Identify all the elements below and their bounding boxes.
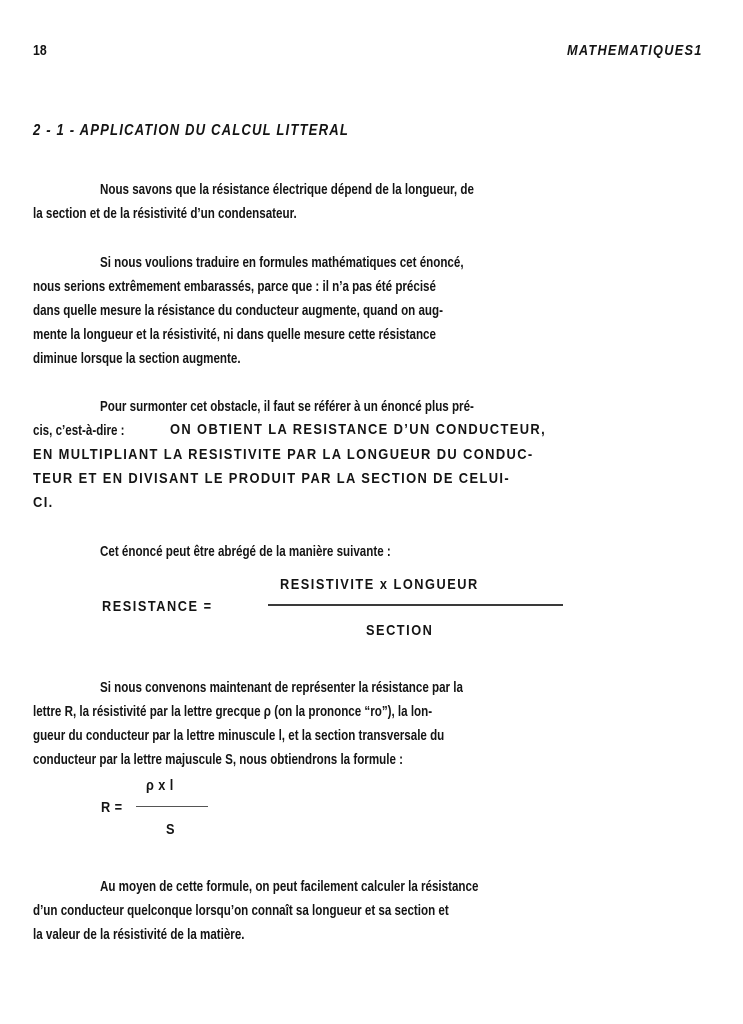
emphasized-rule: EN MULTIPLIANT LA RESISTIVITE PAR LA LONGUEUR DU CONDUC-: [33, 446, 534, 463]
text-line: Si nous convenons maintenant de représenter la résistance par la: [100, 680, 463, 696]
text-line: dans quelle mesure la résistance du conducteur augmente, quand on aug-: [33, 303, 443, 319]
text-line: Au moyen de cette formule, on peut facilement calculer la résistance: [100, 879, 479, 895]
running-title: MATHEMATIQUES1: [567, 42, 703, 59]
emphasized-rule: ON OBTIENT LA RESISTANCE D’UN CONDUCTEUR,: [170, 421, 547, 438]
formula-denominator: S: [166, 821, 177, 838]
text-line: Pour surmonter cet obstacle, il faut se référer à un énoncé plus pré-: [100, 399, 474, 415]
emphasized-rule: CI.: [33, 494, 54, 511]
formula-denominator: SECTION: [366, 622, 434, 639]
text-line: Cet énoncé peut être abrégé de la manière suivante :: [100, 544, 391, 560]
fraction-bar: [136, 806, 208, 807]
fraction-bar: [268, 604, 563, 606]
formula-lhs: R =: [101, 799, 123, 816]
text-line: cis, c’est-à-dire :: [33, 423, 125, 439]
text-line: Si nous voulions traduire en formules mathématiques cet énoncé,: [100, 255, 464, 271]
formula-lhs: RESISTANCE =: [102, 598, 213, 615]
text-line: la section et de la résistivité d’un condensateur.: [33, 206, 297, 222]
text-line: diminue lorsque la section augmente.: [33, 351, 241, 367]
text-line: gueur du conducteur par la lettre minuscule l, et la section transversale du: [33, 728, 445, 744]
section-title: 2 - 1 - APPLICATION DU CALCUL LITTERAL: [33, 122, 349, 139]
formula-numerator: ρ x l: [146, 777, 174, 794]
text-line: la valeur de la résistivité de la matière.: [33, 927, 245, 943]
text-line: d’un conducteur quelconque lorsqu’on connaît sa longueur et sa section et: [33, 903, 449, 919]
text-line: mente la longueur et la résistivité, ni dans quelle mesure cette résistance: [33, 327, 436, 343]
text-line: Nous savons que la résistance électrique dépend de la longueur, de: [100, 182, 474, 198]
text-line: conducteur par la lettre majuscule S, nous obtiendrons la formule :: [33, 752, 403, 768]
text-line: lettre R, la résistivité par la lettre grecque ρ (on la prononce “ro”), la lon-: [33, 704, 433, 720]
text-line: nous serions extrêmement embarassés, parce que : il n’a pas été précisé: [33, 279, 436, 295]
page-number: 18: [33, 42, 47, 59]
emphasized-rule: TEUR ET EN DIVISANT LE PRODUIT PAR LA SECTION DE CELUI-: [33, 470, 511, 487]
formula-numerator: RESISTIVITE x LONGUEUR: [280, 576, 479, 593]
